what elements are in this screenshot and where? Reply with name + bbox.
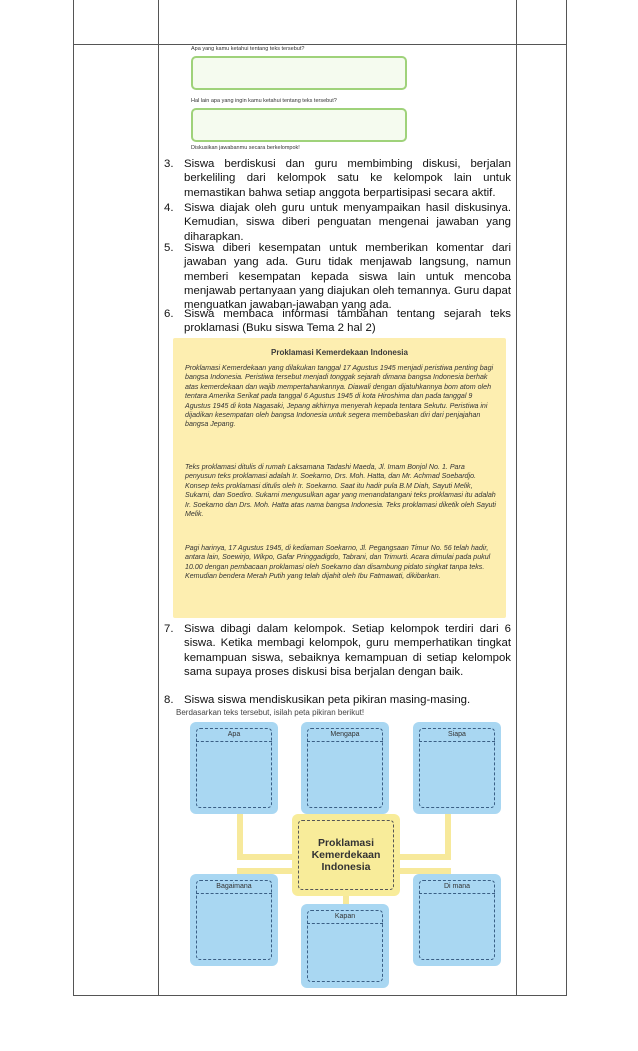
node-label: Siapa bbox=[419, 728, 495, 742]
reading-text-image bbox=[173, 338, 506, 618]
step-text: Siswa diberi kesempatan untuk memberikan komentar dari jawaban yang ada. Guru tidak menjawab langsung, namun memberi kesempatan kepada siswa lain untuk mencoba menjawab pertanyaan yang diajukan oleh temannya. Guru dapat menguatkan jawaban-jawaban yang ada. bbox=[184, 242, 511, 312]
mindmap-connector bbox=[445, 812, 451, 858]
node-label: Apa bbox=[196, 728, 272, 742]
mindmap-node-mengapa bbox=[301, 722, 389, 814]
node-label: Di mana bbox=[419, 880, 495, 894]
table-column-line-right bbox=[516, 0, 517, 996]
step-text: Siswa siswa mendiskusikan peta pikiran masing-masing. bbox=[184, 694, 471, 706]
mindmap-node-bagaimana bbox=[190, 874, 278, 966]
mindmap-node-apa bbox=[190, 722, 278, 814]
table-column-line-left bbox=[158, 0, 159, 996]
mindmap-connector bbox=[237, 812, 243, 858]
worksheet-image bbox=[183, 44, 413, 154]
worksheet-discussion: Diskusikan jawabanmu secara berkelompok! bbox=[191, 145, 300, 151]
reading-paragraph-1: Proklamasi Kemerdekaan yang dilakukan tanggal 17 Agustus 1945 menjadi peristiwa penting bagi bangsa Indonesia. Peristiwa tersebut menjadi tonggak sejarah dimana bangsa Indonesia berhak atas kemerdekaan dan wajib mempertahankannya. Diawali dengan dijatuhkannya bom atom oleh tentara Amerika Serikat pada tanggal 6 Agustus 1945 di kota Hiroshima dan pada tanggal 9 Agustus 1945 di kota Nagasaki, Jepang akhirnya menyerah kepada tentara Sekutu. Peristiwa ini dijadikan kesempatan oleh bangsa Indonesia untuk segera membebaskan diri dari penjajahan bangsa Jepang. bbox=[185, 364, 494, 429]
step-number: 3. bbox=[164, 158, 174, 170]
answer-box-2 bbox=[191, 108, 407, 142]
step-number: 5. bbox=[164, 242, 174, 254]
worksheet-question-1: Apa yang kamu ketahui tentang teks tersebut? bbox=[191, 46, 305, 52]
node-label: Bagaimana bbox=[196, 880, 272, 894]
mindmap-center bbox=[292, 814, 400, 896]
reading-paragraph-2: Teks proklamasi ditulis di rumah Laksamana Tadashi Maeda, Jl. Imam Bonjol No. 1. Para penyusun teks proklamasi adalah Ir. Soekarno, Drs. Moh. Hatta, dan Mr. Achmad Soebardjo. Konsep teks proklamasi ditulis oleh Ir. Soekarno. Saat itu hadir pula B.M Diah, Sayuti Melik, Sukarni, dan Soediro. Sukarni mengusulkan agar yang menandatangani teks proklamasi itu adalah Ir. Soekarno dan Drs. Moh. Hatta atas nama bangsa Indonesia. Teks proklamasi diketik oleh Sayuti Melik. bbox=[185, 463, 496, 519]
reading-title: Proklamasi Kemerdekaan Indonesia bbox=[271, 348, 408, 357]
worksheet-question-2: Hal lain apa yang ingin kamu ketahui tentang teks tersebut? bbox=[191, 98, 337, 104]
mindmap-instruction: Berdasarkan teks tersebut, isilah peta pikiran berikut! bbox=[176, 708, 365, 717]
node-label: Mengapa bbox=[307, 728, 383, 742]
step-number: 4. bbox=[164, 202, 174, 214]
mindmap-node-siapa bbox=[413, 722, 501, 814]
mindmap bbox=[173, 720, 506, 990]
reading-paragraph-3: Pagi harinya, 17 Agustus 1945, di kediaman Soekarno, Jl. Pegangsaan Timur No. 56 telah hadir, antara lain, Soewirjo, Wikpo, Gafar Pringgadigdo, Tabrani, dan Trimurti. Acara dimulai pada pukul 10.00 dengan pembacaan proklamasi oleh Soekarno dan disambung pidato singkat tanpa teks. Kemudian bendera Merah Putih yang telah dijahit oleh Ibu Fatmawati, dikibarkan. bbox=[185, 544, 491, 581]
step-number: 6. bbox=[164, 308, 174, 320]
step-number: 8. bbox=[164, 694, 174, 706]
node-label: Kapan bbox=[307, 910, 383, 924]
mindmap-connector bbox=[399, 854, 451, 860]
step-number: 7. bbox=[164, 623, 174, 635]
step-text: Siswa membaca informasi tambahan tentang sejarah teks proklamasi (Buku siswa Tema 2 hal 2) bbox=[184, 308, 511, 335]
step-text: Siswa diajak oleh guru untuk menyampaikan hasil diskusinya. Kemudian, siswa diberi penguatan mengenai jawaban yang diharapkan. bbox=[184, 202, 511, 243]
mindmap-node-dimana bbox=[413, 874, 501, 966]
step-text: Siswa dibagi dalam kelompok. Setiap kelompok terdiri dari 6 siswa. Ketika membagi kelompok, guru memperhatikan tingkat kemampuan siswa, sebaiknya kemampuan di setiap kelompok sama supaya proses diskusi bisa berjalan dengan baik. bbox=[184, 623, 511, 678]
mindmap-node-kapan bbox=[301, 904, 389, 988]
mindmap-center-label: Proklamasi Kemerdekaan Indonesia bbox=[298, 820, 394, 890]
mindmap-connector bbox=[237, 854, 293, 860]
answer-box-1 bbox=[191, 56, 407, 90]
step-text: Siswa berdiskusi dan guru membimbing diskusi, berjalan berkeliling dari kelompok satu ke kelompok lain untuk memastikan bahwa setiap anggota berpartisipasi secara aktif. bbox=[184, 158, 511, 199]
